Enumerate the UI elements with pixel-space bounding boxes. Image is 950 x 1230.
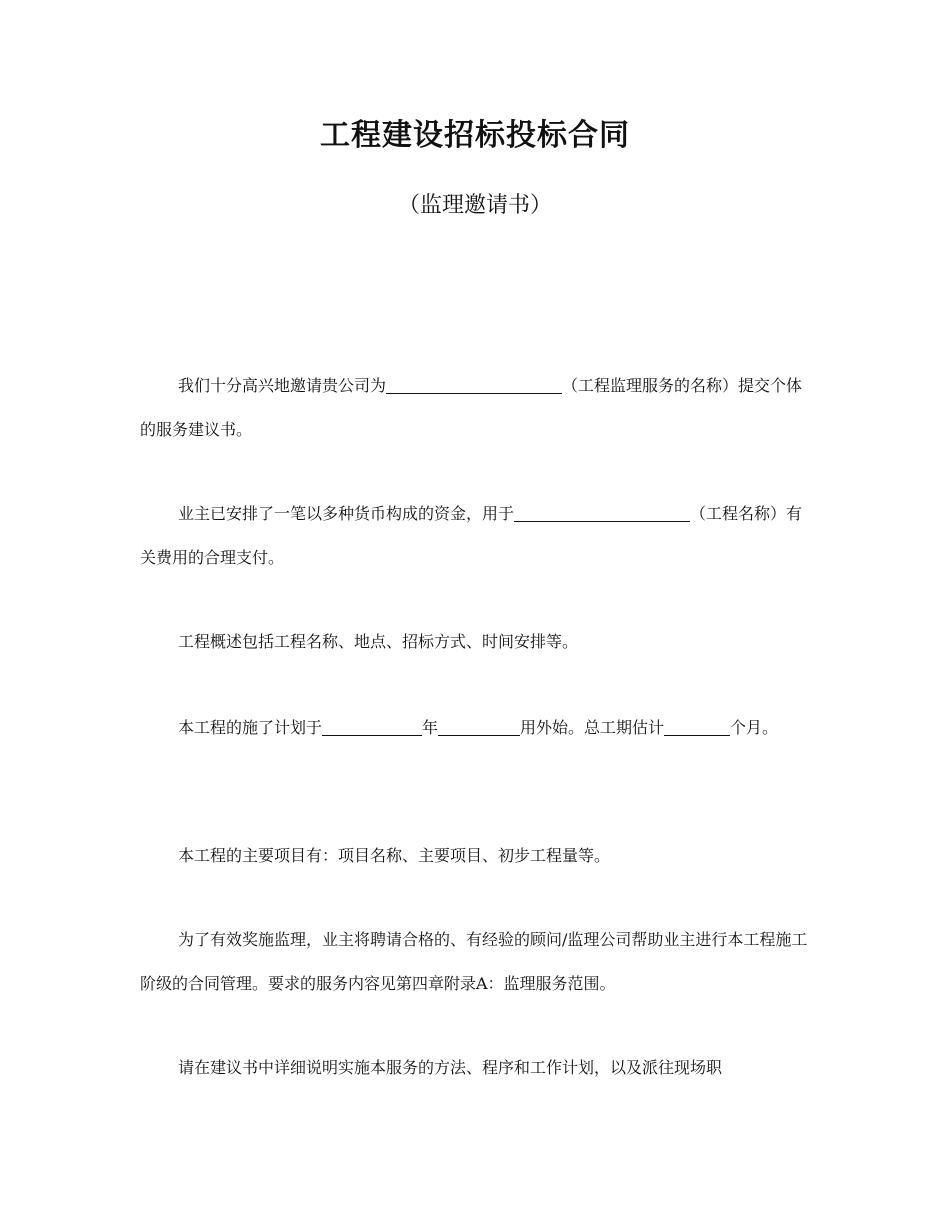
fill-blank-month[interactable] bbox=[438, 717, 520, 736]
paragraph-funding bbox=[140, 492, 814, 580]
fill-blank-year[interactable] bbox=[322, 717, 422, 736]
paragraph-text: 用外始。总工期估计 bbox=[520, 718, 665, 737]
paragraph-overview: 工程概述包括工程名称、地点、招标方式、时间安排等。 bbox=[178, 632, 579, 651]
paragraph-text: （工程名称）有关费用的合理支付。 bbox=[140, 504, 803, 567]
paragraph-text: 年 bbox=[422, 718, 439, 737]
paragraph-main-items: 本工程的主要项目有：项目名称、主要项目、初步工程量等。 bbox=[178, 846, 611, 865]
paragraph-text: 个月。 bbox=[730, 718, 779, 737]
paragraph-invitation bbox=[140, 364, 814, 452]
paragraph-schedule bbox=[140, 706, 814, 750]
fill-blank-duration[interactable] bbox=[664, 717, 730, 736]
paragraph-text: （工程监理服务的名称）提交个体的服务建议书。 bbox=[140, 376, 803, 439]
fill-blank-project-name[interactable] bbox=[514, 503, 690, 522]
document-title: 工程建设招标投标合同 bbox=[320, 118, 630, 153]
document-subtitle: （监理邀请书） bbox=[397, 193, 552, 218]
paragraph-text: 我们十分高兴地邀请贵公司为 bbox=[178, 376, 387, 395]
paragraph-supervision: 为了有效奖施监理，业主将聘请合格的、有经验的顾问/监理公司帮助业主进行本工程施工阶级的合同管理。要求的服务内容见第四章附录A：监理服务范围。 bbox=[140, 930, 808, 993]
fill-blank-service-name[interactable] bbox=[386, 375, 562, 394]
paragraph-text: 本工程的施了计划于 bbox=[178, 718, 323, 737]
paragraph-text: 业主已安排了一笔以多种货币构成的资金，用于 bbox=[178, 504, 515, 523]
paragraph-proposal: 请在建议书中详细说明实施本服务的方法、程序和工作计划，以及派往现场职 bbox=[178, 1058, 723, 1077]
